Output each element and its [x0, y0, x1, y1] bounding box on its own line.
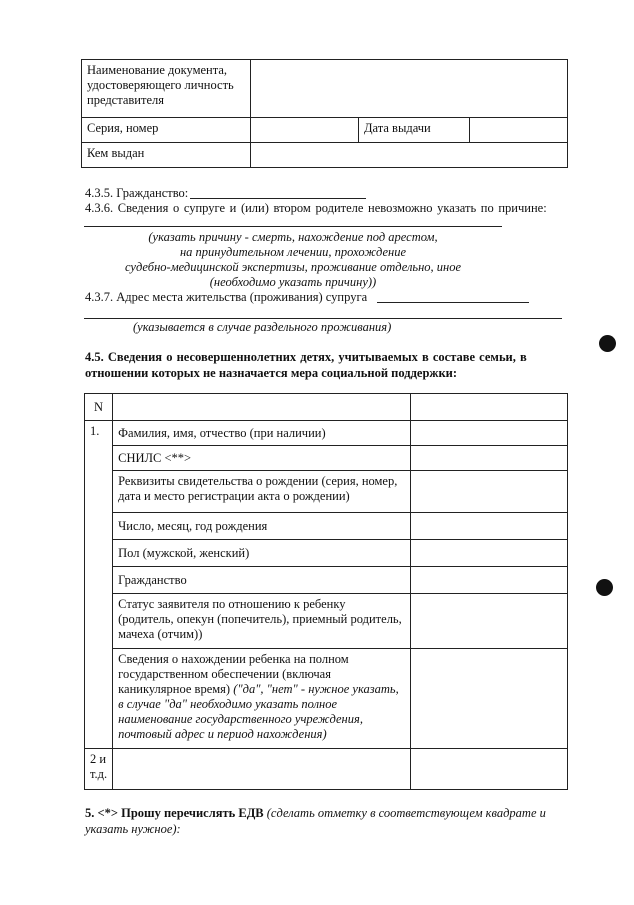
child-fio-value[interactable]	[411, 421, 568, 446]
spouse-address-input-line-2[interactable]	[84, 318, 562, 319]
child-snils-label: СНИЛС <**>	[113, 446, 411, 471]
header-label-cell	[113, 394, 411, 421]
issued-by-value[interactable]	[251, 143, 568, 168]
doc-name-label: Наименование документа, удостоверяющего личность представителя	[82, 60, 251, 118]
children-section-title-1: 4.5. Сведения о несовершеннолетних детях, учитываемых в составе семьи, в	[85, 350, 527, 364]
spouse-reason-hint-4: (необходимо указать причину))	[209, 275, 377, 289]
child-citizenship-value[interactable]	[411, 567, 568, 594]
child-sex-value[interactable]	[411, 540, 568, 567]
header-value-cell	[411, 394, 568, 421]
edv-transfer-hint: (сделать отметку в соответствующем квадрате и	[263, 806, 546, 820]
representative-doc-table	[81, 59, 568, 168]
binder-hole-bottom	[596, 579, 613, 596]
row-2-number: 2 и т.д.	[85, 749, 113, 790]
edv-transfer-title: 5. <*> Прошу перечислять ЕДВ	[85, 806, 264, 820]
row-2-label-cell[interactable]	[113, 749, 411, 790]
spouse-address-input-line-1[interactable]	[377, 302, 529, 303]
series-value[interactable]	[251, 118, 359, 143]
child-fio-label: Фамилия, имя, отчество (при наличии)	[113, 421, 411, 446]
child-citizenship-label: Гражданство	[113, 567, 411, 594]
state-care-value[interactable]	[411, 649, 568, 749]
child-birthdate-label: Число, месяц, год рождения	[113, 513, 411, 540]
issue-date-label: Дата выдачи	[359, 118, 470, 143]
spouse-address-label: 4.3.7. Адрес места жительства (проживания) супруга	[85, 290, 368, 304]
edv-transfer-line-1	[85, 806, 546, 821]
citizenship-label: 4.3.5. Гражданство:	[85, 186, 189, 200]
children-table	[84, 393, 568, 790]
spouse-reason-label: 4.3.6. Сведения о супруге и (или) втором родителе невозможно указать по причине:	[85, 201, 547, 215]
issued-by-label: Кем выдан	[82, 143, 251, 168]
header-n: N	[85, 394, 113, 421]
spouse-reason-hint-3: судебно-медицинской экспертизы, проживание отдельно, иное	[124, 260, 462, 274]
edv-transfer-line-2: указать нужное):	[85, 822, 181, 836]
child-birthdate-value[interactable]	[411, 513, 568, 540]
spouse-reason-hint-2: на принудительном лечении, прохождение	[179, 245, 407, 259]
child-snils-value[interactable]	[411, 446, 568, 471]
applicant-status-value[interactable]	[411, 594, 568, 649]
child-birth-cert-value[interactable]	[411, 471, 568, 513]
spouse-reason-input-line[interactable]	[84, 226, 502, 227]
child-birth-cert-label: Реквизиты свидетельства о рождении (серия, номер, дата и место регистрации акта о рождении)	[113, 471, 411, 513]
series-label: Серия, номер	[82, 118, 251, 143]
applicant-status-label: Статус заявителя по отношению к ребенку (родитель, опекун (попечитель), приемный родитель, мачеха (отчим))	[113, 594, 411, 649]
spouse-reason-hint-1: (указать причину - смерть, нахождение под арестом,	[148, 230, 438, 244]
doc-name-value[interactable]	[251, 60, 568, 118]
binder-hole-top	[599, 335, 616, 352]
child-sex-label: Пол (мужской, женский)	[113, 540, 411, 567]
row-2-value-cell[interactable]	[411, 749, 568, 790]
state-care-label: Сведения о нахождении ребенка на полном государственном обеспечении (включая каникулярное время) ("да", "нет" - нужное указать, в случае "да" необходимо указать полное наименование государственного учреждения, почтовый адрес и период нахождения)	[113, 649, 411, 749]
spouse-address-hint: (указывается в случае раздельного проживания)	[133, 320, 392, 334]
row-1-number: 1.	[85, 421, 113, 749]
children-section-title-2: отношении которых не назначается мера социальной поддержки:	[85, 366, 458, 380]
citizenship-input-line[interactable]	[190, 198, 366, 199]
issue-date-value[interactable]	[470, 118, 568, 143]
